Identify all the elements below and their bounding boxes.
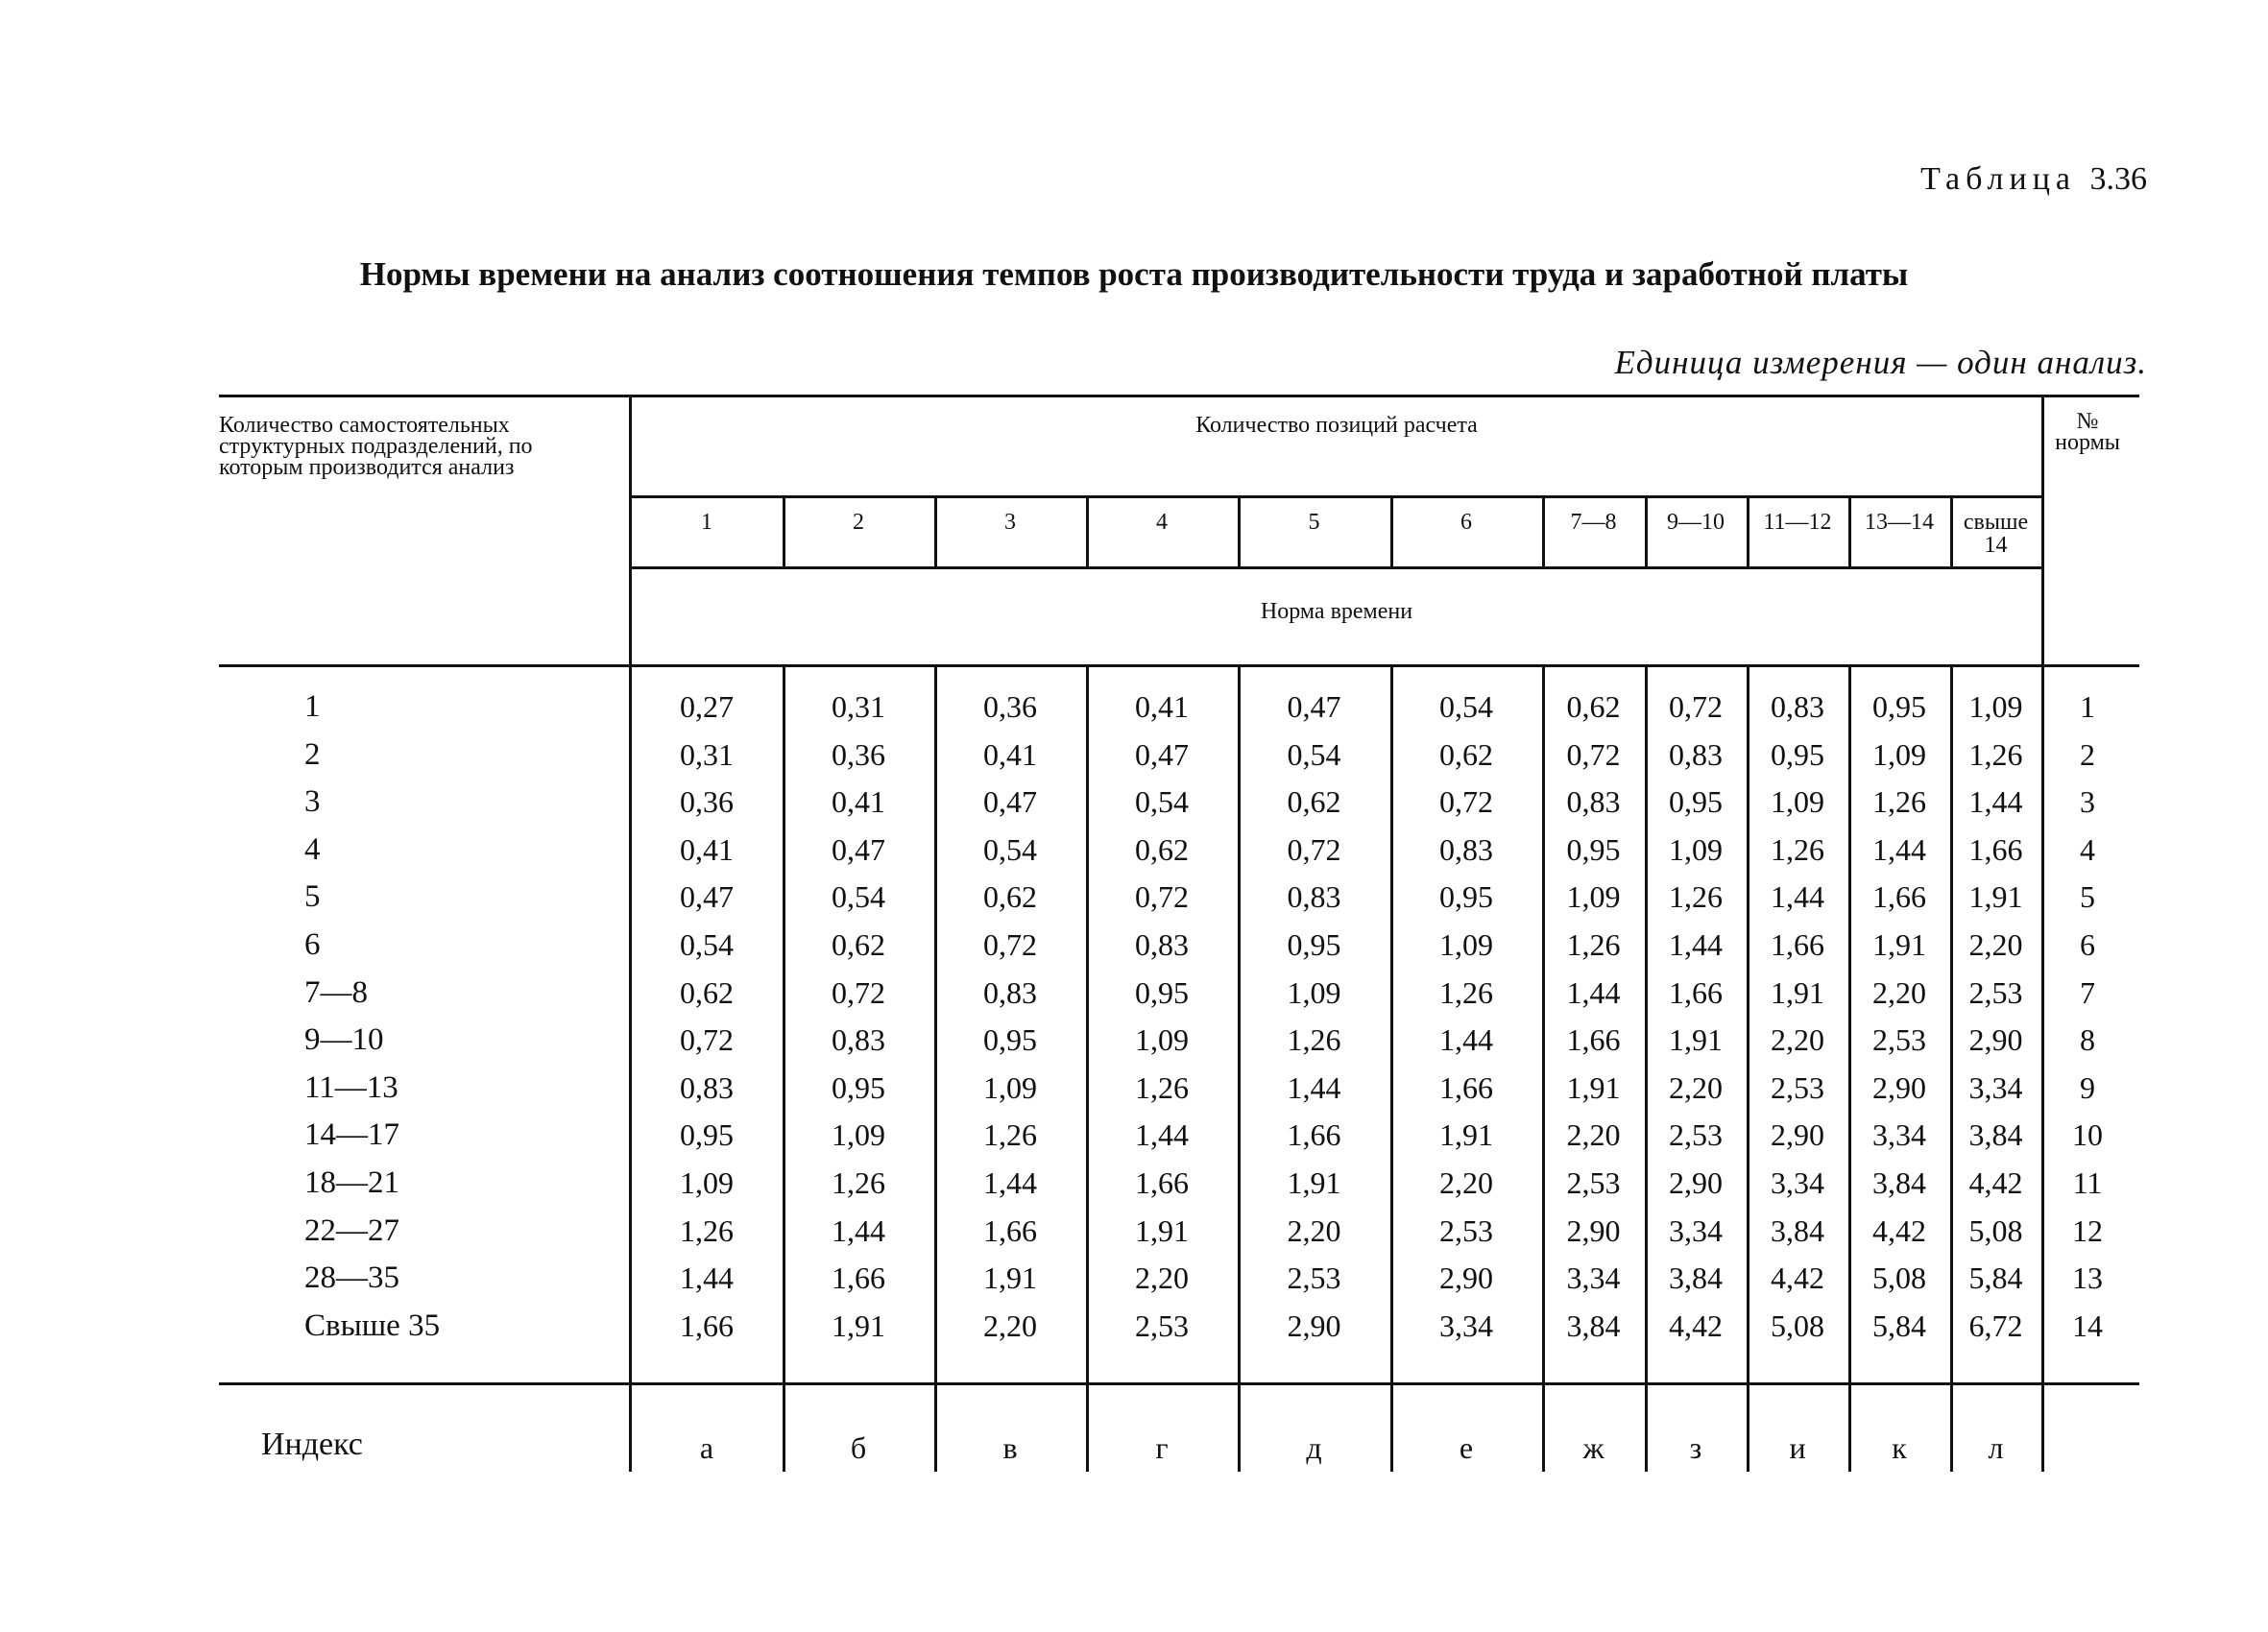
column-header: свыше 14: [1963, 510, 2029, 558]
table-cell: 3,34: [1566, 1260, 1621, 1296]
table-cell: 3,84: [1566, 1308, 1621, 1343]
row-norm-number: 3: [2080, 784, 2095, 820]
table-cell: 1,66: [1439, 1069, 1493, 1105]
row-norm-number: 11: [2072, 1165, 2103, 1200]
table-cell: 2,53: [1439, 1212, 1493, 1248]
rule-data-bottom: [219, 1382, 2139, 1385]
table-cell: 4,42: [1669, 1308, 1723, 1343]
table-cell: 1,91: [1287, 1165, 1341, 1200]
table-cell: 0,95: [1566, 831, 1621, 867]
table-cell: 1,09: [983, 1069, 1037, 1105]
table-cell: 0,62: [680, 974, 734, 1010]
table-cell: 1,66: [680, 1308, 734, 1343]
table-cell: 1,09: [1771, 784, 1824, 820]
column-header: 2: [853, 510, 864, 535]
table-cell: 3,34: [1439, 1308, 1493, 1343]
header-norm-number: № нормы: [2055, 409, 2120, 455]
table-cell: 3,84: [1771, 1212, 1824, 1248]
table-cell: 0,95: [1669, 784, 1723, 820]
table-cell: 2,20: [1287, 1212, 1341, 1248]
table-cell: 1,66: [1566, 1022, 1621, 1058]
table-cell: 0,62: [1135, 831, 1189, 867]
row-norm-number: 7: [2080, 974, 2095, 1010]
table-cell: 2,53: [1135, 1308, 1189, 1343]
row-norm-number: 1: [2080, 689, 2095, 724]
column-header: 7—8: [1570, 510, 1617, 535]
rule-header-bottom: [219, 664, 2139, 667]
table-cell: 1,09: [1566, 879, 1621, 915]
table-cell: 0,54: [680, 927, 734, 962]
table-cell: 1,26: [1287, 1022, 1341, 1058]
table-cell: 2,53: [1287, 1260, 1341, 1296]
table-cell: 4,42: [1771, 1260, 1824, 1296]
table-cell: 0,47: [983, 784, 1037, 820]
index-cell: ж: [1582, 1430, 1604, 1465]
table-cell: 1,26: [1872, 784, 1926, 820]
table-cell: 0,72: [1566, 736, 1621, 772]
row-label: 18—21: [304, 1165, 399, 1200]
table-cell: 2,90: [1439, 1260, 1493, 1296]
table-cell: 3,34: [1968, 1069, 2023, 1105]
table-cell: 0,95: [1135, 974, 1189, 1010]
table-cell: 0,47: [1287, 689, 1341, 724]
column-header: 3: [1004, 510, 1016, 535]
table-cell: 5,84: [1872, 1308, 1926, 1343]
table-title: Нормы времени на анализ соотношения темпов роста производительности труда и заработной платы: [359, 255, 1909, 293]
table-cell: 0,54: [832, 879, 885, 915]
table-cell: 0,83: [680, 1069, 734, 1105]
table-cell: 2,53: [1968, 974, 2023, 1010]
table-cell: 0,47: [680, 879, 734, 915]
table-cell: 1,26: [1135, 1069, 1189, 1105]
table-cell: 1,09: [1968, 689, 2023, 724]
table-cell: 1,09: [680, 1165, 734, 1200]
table-cell: 2,53: [1566, 1165, 1621, 1200]
rule-under-columns: [631, 566, 2041, 569]
unit-of-measure: Единица измерения — один анализ.: [1614, 344, 2147, 381]
rule-top: [219, 395, 2139, 397]
table-cell: 1,09: [1439, 927, 1493, 962]
column-header: 13—14: [1865, 510, 1934, 535]
table-cell: 0,62: [983, 879, 1037, 915]
table-cell: 0,54: [983, 831, 1037, 867]
table-cell: 0,95: [1872, 689, 1926, 724]
table-cell: 0,83: [983, 974, 1037, 1010]
row-label: 5: [304, 879, 321, 915]
table-cell: 2,20: [1968, 927, 2023, 962]
table-cell: 2,20: [1135, 1260, 1189, 1296]
table-cell: 0,83: [1771, 689, 1824, 724]
table-cell: 1,44: [1135, 1117, 1189, 1153]
index-cell: б: [850, 1430, 867, 1465]
column-header: 4: [1156, 510, 1168, 535]
row-label: 3: [304, 784, 321, 820]
table-cell: 0,72: [832, 974, 885, 1010]
table-cell: 0,62: [1566, 689, 1621, 724]
header-subdivisions: Количество самостоятельных структурных подразделений, по которым производится анализ: [219, 413, 533, 480]
row-norm-number: 5: [2080, 879, 2095, 915]
table-cell: 0,83: [1439, 831, 1493, 867]
table-cell: 1,26: [1439, 974, 1493, 1010]
row-label: 14—17: [304, 1117, 399, 1153]
table-cell: 2,20: [1566, 1117, 1621, 1153]
column-header: 5: [1308, 510, 1320, 535]
column-header: 9—10: [1667, 510, 1725, 535]
table-cell: 1,26: [680, 1212, 734, 1248]
table-label: [1920, 161, 2147, 198]
table-cell: 3,34: [1771, 1165, 1824, 1200]
table-cell: 0,27: [680, 689, 734, 724]
table-cell: 1,44: [680, 1260, 734, 1296]
table-cell: 0,95: [983, 1022, 1037, 1058]
index-cell: з: [1689, 1430, 1702, 1465]
index-cell: и: [1789, 1430, 1806, 1465]
table-cell: 1,44: [983, 1165, 1037, 1200]
table-cell: 1,66: [983, 1212, 1037, 1248]
table-cell: 0,83: [1669, 736, 1723, 772]
table-label-number: 3.36: [2089, 161, 2147, 197]
table-cell: 0,72: [680, 1022, 734, 1058]
table-cell: 1,44: [832, 1212, 885, 1248]
table-cell: 4,42: [1872, 1212, 1926, 1248]
table-cell: 1,09: [1287, 974, 1341, 1010]
index-cell: д: [1306, 1430, 1322, 1465]
table-cell: 1,66: [1872, 879, 1926, 915]
table-cell: 2,53: [1872, 1022, 1926, 1058]
table-cell: 1,44: [1968, 784, 2023, 820]
row-norm-number: 4: [2080, 831, 2095, 867]
row-norm-number: 13: [2072, 1260, 2103, 1296]
table-cell: 1,91: [1968, 879, 2023, 915]
rule-under-positions: [631, 495, 2041, 498]
row-label: 22—27: [304, 1212, 399, 1248]
table-cell: 0,95: [1439, 879, 1493, 915]
table-cell: 0,54: [1287, 736, 1341, 772]
table-cell: 1,66: [832, 1260, 885, 1296]
table-cell: 0,47: [832, 831, 885, 867]
table-cell: 1,91: [1771, 974, 1824, 1010]
table-cell: 1,44: [1669, 927, 1723, 962]
table-cell: 0,41: [680, 831, 734, 867]
row-norm-number: 14: [2072, 1308, 2103, 1343]
table-cell: 0,41: [1135, 689, 1189, 724]
table-cell: 0,36: [983, 689, 1037, 724]
column-header: 1: [701, 510, 712, 535]
table-cell: 1,91: [1872, 927, 1926, 962]
row-norm-number: 12: [2072, 1212, 2103, 1248]
table-cell: 2,20: [1669, 1069, 1723, 1105]
table-cell: 1,66: [1669, 974, 1723, 1010]
table-cell: 2,90: [1968, 1022, 2023, 1058]
table-cell: 1,26: [983, 1117, 1037, 1153]
table-cell: 0,95: [680, 1117, 734, 1153]
table-cell: 0,62: [832, 927, 885, 962]
table-cell: 0,83: [1566, 784, 1621, 820]
table-cell: 0,72: [1135, 879, 1189, 915]
index-cell: л: [1988, 1430, 2004, 1465]
index-cell: в: [1002, 1430, 1018, 1465]
table-cell: 0,83: [1135, 927, 1189, 962]
row-norm-number: 2: [2080, 736, 2095, 772]
index-cell: а: [699, 1430, 714, 1465]
table-cell: 2,20: [983, 1308, 1037, 1343]
table-cell: 2,90: [1669, 1165, 1723, 1200]
table-cell: 4,42: [1968, 1165, 2023, 1200]
row-label: 6: [304, 927, 321, 962]
table-cell: 2,20: [1439, 1165, 1493, 1200]
table-cell: 1,66: [1135, 1165, 1189, 1200]
table-cell: 0,54: [1135, 784, 1189, 820]
table-cell: 0,95: [832, 1069, 885, 1105]
table-cell: 1,91: [1439, 1117, 1493, 1153]
table-cell: 0,41: [983, 736, 1037, 772]
table-cell: 5,08: [1771, 1308, 1824, 1343]
table-cell: 1,26: [1968, 736, 2023, 772]
table-cell: 0,95: [1771, 736, 1824, 772]
table-cell: 0,72: [1439, 784, 1493, 820]
table-cell: 1,91: [1566, 1069, 1621, 1105]
table-cell: 2,53: [1669, 1117, 1723, 1153]
header-positions: Количество позиций расчета: [1195, 413, 1478, 438]
table-cell: 1,66: [1968, 831, 2023, 867]
row-norm-number: 8: [2080, 1022, 2095, 1058]
table-cell: 2,53: [1771, 1069, 1824, 1105]
table-cell: 1,26: [832, 1165, 885, 1200]
table-cell: 1,26: [1669, 879, 1723, 915]
row-label: 7—8: [304, 974, 368, 1010]
index-cell: к: [1892, 1430, 1907, 1465]
table-cell: 0,54: [1439, 689, 1493, 724]
table-cell: 2,90: [1771, 1117, 1824, 1153]
table-cell: 6,72: [1968, 1308, 2023, 1343]
header-norm-time: Норма времени: [1260, 599, 1413, 624]
table-cell: 1,91: [1135, 1212, 1189, 1248]
column-header: 11—12: [1763, 510, 1832, 535]
table-cell: 1,91: [1669, 1022, 1723, 1058]
table-cell: 5,84: [1968, 1260, 2023, 1296]
table-cell: 2,90: [1287, 1308, 1341, 1343]
row-label: Свыше 35: [304, 1308, 441, 1343]
table-cell: 0,31: [680, 736, 734, 772]
table-cell: 0,62: [1287, 784, 1341, 820]
table-cell: 3,34: [1872, 1117, 1926, 1153]
table-cell: 0,83: [1287, 879, 1341, 915]
table-label-word: Таблица: [1920, 161, 2076, 197]
table-cell: 2,20: [1771, 1022, 1824, 1058]
row-label: 4: [304, 831, 321, 867]
table-cell: 1,09: [1872, 736, 1926, 772]
table-cell: 3,84: [1872, 1165, 1926, 1200]
index-cell: г: [1155, 1430, 1169, 1465]
row-label: 11—13: [304, 1069, 398, 1105]
row-label: 2: [304, 736, 321, 772]
table-cell: 0,95: [1287, 927, 1341, 962]
table-cell: 0,72: [983, 927, 1037, 962]
table-cell: 1,09: [832, 1117, 885, 1153]
table-cell: 2,90: [1872, 1069, 1926, 1105]
table-cell: 2,20: [1872, 974, 1926, 1010]
table-cell: 1,26: [1771, 831, 1824, 867]
table-cell: 3,84: [1968, 1117, 2023, 1153]
row-norm-number: 9: [2080, 1069, 2095, 1105]
table-cell: 0,36: [680, 784, 734, 820]
table-cell: 3,34: [1669, 1212, 1723, 1248]
row-label: 9—10: [304, 1022, 384, 1058]
table-cell: 1,26: [1566, 927, 1621, 962]
row-norm-number: 6: [2080, 927, 2095, 962]
table-cell: 0,41: [832, 784, 885, 820]
table-cell: 0,47: [1135, 736, 1189, 772]
column-header: 6: [1460, 510, 1472, 535]
table-cell: 0,62: [1439, 736, 1493, 772]
table-cell: 0,72: [1669, 689, 1723, 724]
table-cell: 1,44: [1872, 831, 1926, 867]
row-label: 1: [304, 689, 321, 724]
table-cell: 5,08: [1968, 1212, 2023, 1248]
table-cell: 2,90: [1566, 1212, 1621, 1248]
table-cell: 1,44: [1439, 1022, 1493, 1058]
table-cell: 1,66: [1287, 1117, 1341, 1153]
table-cell: 0,36: [832, 736, 885, 772]
table-cell: 1,09: [1669, 831, 1723, 867]
table-cell: 1,91: [832, 1308, 885, 1343]
table-cell: 0,31: [832, 689, 885, 724]
row-norm-number: 10: [2072, 1117, 2103, 1153]
row-label: 28—35: [304, 1260, 399, 1296]
table-cell: 1,44: [1771, 879, 1824, 915]
index-label: Индекс: [261, 1427, 363, 1462]
index-cell: е: [1459, 1430, 1474, 1465]
table-cell: 0,83: [832, 1022, 885, 1058]
table-cell: 0,72: [1287, 831, 1341, 867]
table-cell: 1,44: [1566, 974, 1621, 1010]
table-cell: 1,09: [1135, 1022, 1189, 1058]
table-cell: 1,44: [1287, 1069, 1341, 1105]
table-cell: 1,66: [1771, 927, 1824, 962]
table-cell: 1,91: [983, 1260, 1037, 1296]
table-cell: 3,84: [1669, 1260, 1723, 1296]
table-cell: 5,08: [1872, 1260, 1926, 1296]
